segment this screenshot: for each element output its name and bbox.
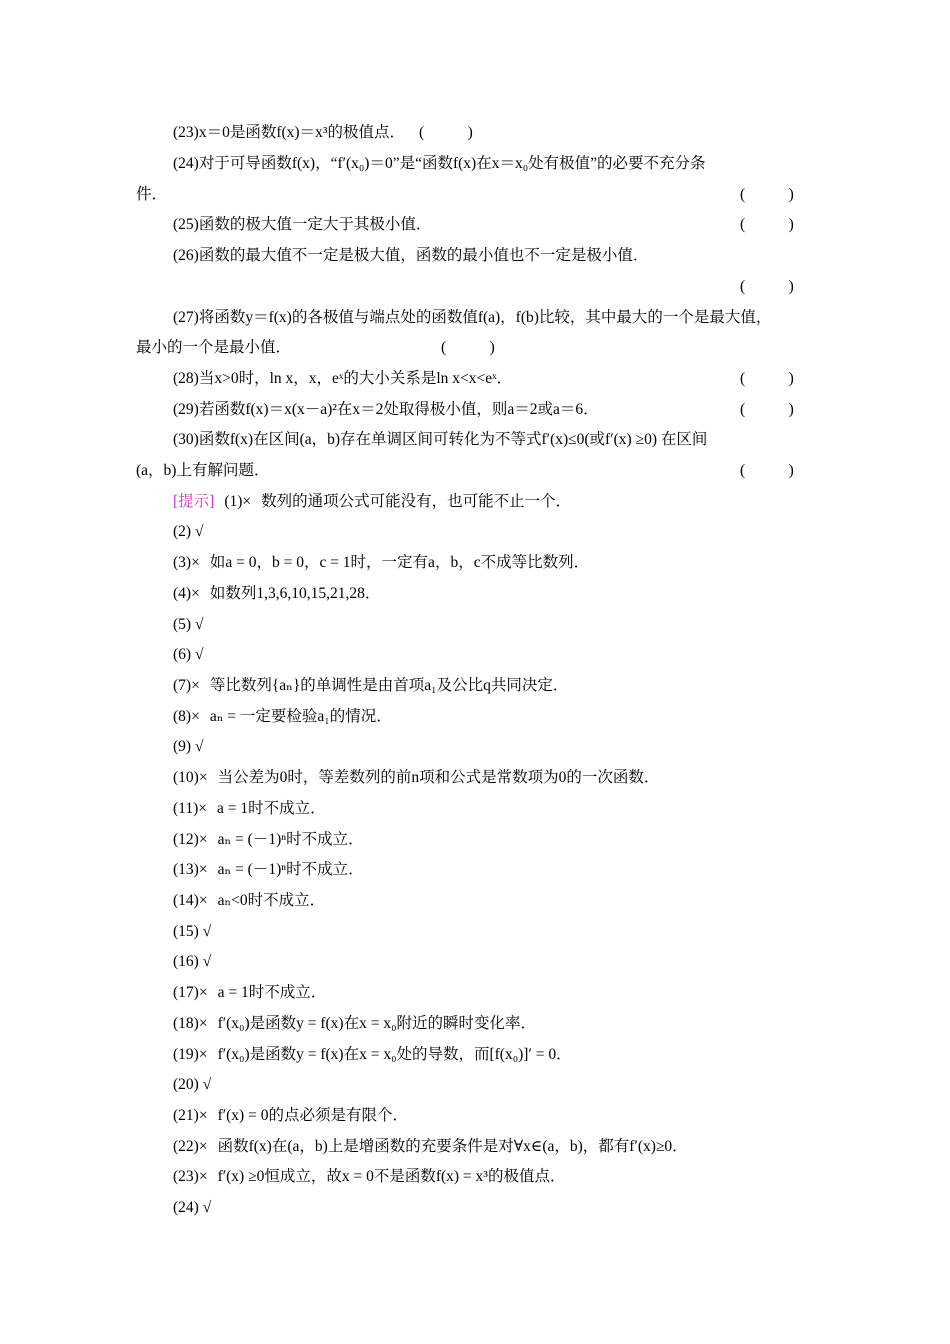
- answer-mark: ×: [191, 585, 200, 602]
- answer-explanation: aₙ = 一定要检验a₁的情况．: [209, 708, 392, 725]
- answer-mark: ×: [198, 1046, 208, 1063]
- answer-explanation: 函数f(x)在(a，b)上是增函数的充要条件是对∀x∈(a，b)，都有f′(x)≥0．: [217, 1138, 688, 1155]
- answer-explanation: f′(x₀)是函数y = f(x)在x = x₀处的导数，而[f(x₀)]′ = 0．: [217, 1046, 572, 1063]
- answer-number: (20): [173, 1076, 199, 1093]
- answer-13: [173, 858, 853, 882]
- answer-7: [173, 674, 853, 698]
- answer-number: (11): [173, 800, 199, 817]
- answer-14: [173, 889, 853, 913]
- answer-explanation: f′(x₀)是函数y = f(x)在x = x₀附近的瞬时变化率．: [217, 1015, 536, 1032]
- question-text: 函数的最大值不一定是极大值，函数的最小值也不一定是极小值．: [198, 247, 649, 264]
- answer-mark: ×: [198, 861, 208, 878]
- question-30: [173, 428, 853, 452]
- answer-bracket: ( ): [740, 278, 808, 295]
- question-number: (28): [173, 370, 199, 387]
- answer-mark: ×: [198, 1015, 208, 1032]
- answer-explanation: f′(x) ≥0恒成立，故x = 0不是函数f(x) = x³的极值点．: [217, 1168, 566, 1185]
- answer-8: [173, 705, 853, 729]
- answer-mark: ×: [191, 554, 200, 571]
- answer-bracket: ( ): [418, 124, 487, 141]
- answer-explanation: aₙ = (－1)ⁿ时不成立．: [217, 831, 364, 848]
- question-24: [173, 152, 853, 176]
- answer-number: (12): [173, 831, 199, 848]
- question-number: (27): [173, 309, 199, 326]
- answer-12: [173, 828, 853, 852]
- answer-explanation: aₙ = (－1)ⁿ时不成立．: [217, 861, 364, 878]
- answer-mark: √: [194, 738, 204, 755]
- answer-bracket: ( ): [740, 462, 808, 479]
- answer-number: (14): [173, 892, 199, 909]
- answer-number: (18): [173, 1015, 199, 1032]
- question-23: [173, 121, 853, 145]
- answer-bracket: ( ): [740, 370, 808, 387]
- question-text-cont: (a，b)上有解问题．: [136, 462, 270, 479]
- answer-bracket: ( ): [740, 216, 808, 233]
- answer-number: (23): [173, 1168, 199, 1185]
- answer-mark: √: [194, 616, 204, 633]
- answer-17: [173, 981, 853, 1005]
- answer-24: [173, 1196, 853, 1220]
- answer-mark: ×: [198, 800, 207, 817]
- answer-3: [173, 551, 853, 575]
- answer-number: (15): [173, 923, 199, 940]
- answer-18: [173, 1012, 853, 1036]
- answer-explanation: 当公差为0时，等差数列的前n项和公式是常数项为0的一次函数．: [217, 769, 660, 786]
- answer-mark: √: [202, 1076, 212, 1093]
- answer-22: [173, 1135, 853, 1159]
- answer-mark: ×: [191, 677, 200, 694]
- answer-number: (21): [173, 1107, 199, 1124]
- answer-11: [173, 797, 853, 821]
- answer-mark: √: [202, 953, 212, 970]
- question-number: (30): [173, 431, 199, 448]
- answer-mark: √: [202, 1199, 212, 1216]
- answer-mark: ×: [198, 984, 208, 1001]
- answer-explanation: 数列的通项公式可能没有，也可能不止一个．: [261, 493, 572, 510]
- answer-explanation: a = 1时不成立．: [217, 984, 327, 1001]
- answer-16: [173, 950, 853, 974]
- answer-bracket: ( ): [441, 339, 509, 356]
- answer-number: (7): [173, 677, 192, 694]
- answer-6: [173, 643, 853, 667]
- question-text: x＝0是函数f(x)＝x³的极值点．: [198, 124, 405, 141]
- answer-mark: ×: [198, 1107, 208, 1124]
- answer-mark: √: [194, 646, 204, 663]
- answer-number: (3): [173, 554, 192, 571]
- answer-mark: ×: [198, 831, 208, 848]
- question-number: (26): [173, 247, 199, 264]
- answer-number: (16): [173, 953, 199, 970]
- answer-number: (17): [173, 984, 199, 1001]
- answer-19: [173, 1043, 853, 1067]
- answer-number: (13): [173, 861, 199, 878]
- question-number: (25): [173, 216, 199, 233]
- answer-mark: ×: [242, 493, 252, 510]
- question-text-cont: 最小的一个是最小值．: [136, 339, 292, 356]
- question-24-continuation: [136, 183, 816, 207]
- answer-1: [173, 490, 853, 514]
- answer-number: (2): [173, 523, 192, 540]
- question-text: 将函数y＝f(x)的各极值与端点处的函数值f(a)，f(b)比较，其中最大的一个是最大值，: [198, 309, 772, 326]
- answer-23: [173, 1165, 853, 1189]
- question-30-continuation: [136, 459, 816, 483]
- answer-number: (5): [173, 616, 192, 633]
- answer-explanation: f′(x) = 0的点必须是有限个．: [217, 1107, 408, 1124]
- hint-label: [提示]: [173, 493, 215, 510]
- answer-10: [173, 766, 853, 790]
- answer-mark: ×: [198, 769, 208, 786]
- answer-mark: ×: [198, 1168, 208, 1185]
- question-text: 若函数f(x)＝x(x－a)²在x＝2处取得极小值，则a＝2或a＝6．: [198, 401, 599, 418]
- answer-bracket: ( ): [740, 401, 808, 418]
- answer-mark: √: [194, 523, 204, 540]
- answer-15: [173, 920, 853, 944]
- answer-number: (9): [173, 738, 192, 755]
- question-text: 函数的极大值一定大于其极小值．: [198, 216, 432, 233]
- answer-explanation: aₙ<0时不成立．: [217, 892, 326, 909]
- answer-number: (8): [173, 708, 192, 725]
- answer-20: [173, 1073, 853, 1097]
- question-text: 当x>0时，ln x，x，eˣ的大小关系是ln x<x<eˣ．: [198, 370, 513, 387]
- question-27-continuation: [136, 336, 816, 360]
- answer-number: (19): [173, 1046, 199, 1063]
- question-number: (23): [173, 124, 199, 141]
- answer-4: [173, 582, 853, 606]
- question-text: 函数f(x)在区间(a，b)存在单调区间可转化为不等式f′(x)≤0(或f′(x) ≥0) 在区间: [198, 431, 708, 448]
- answer-mark: ×: [191, 708, 200, 725]
- question-27: [173, 306, 853, 330]
- answer-number: (10): [173, 769, 199, 786]
- answer-2: [173, 520, 853, 544]
- answer-mark: ×: [198, 892, 208, 909]
- answer-mark: √: [202, 923, 212, 940]
- answer-5: [173, 613, 853, 637]
- question-number: (29): [173, 401, 199, 418]
- answer-mark: ×: [198, 1138, 208, 1155]
- answer-number: (24): [173, 1199, 199, 1216]
- answer-number: (1): [224, 493, 243, 510]
- answer-explanation: a = 1时不成立．: [217, 800, 326, 817]
- question-number: (24): [173, 155, 199, 172]
- question-text-cont: 件．: [136, 186, 168, 203]
- answer-bracket: ( ): [740, 186, 808, 203]
- answer-explanation: 等比数列{aₙ}的单调性是由首项a₁及公比q共同决定．: [209, 677, 569, 694]
- answer-number: (6): [173, 646, 192, 663]
- answer-number: (22): [173, 1138, 199, 1155]
- answer-21: [173, 1104, 853, 1128]
- answer-explanation: 如a = 0，b = 0，c = 1时，一定有a，b，c不成等比数列．: [209, 554, 590, 571]
- answer-number: (4): [173, 585, 192, 602]
- answer-9: [173, 735, 853, 759]
- question-text: 对于可导函数f(x)，“f′(x₀)＝0”是“函数f(x)在x＝x₀处有极值”的必要不充分条: [198, 155, 706, 172]
- answer-explanation: 如数列1,3,6,10,15,21,28．: [209, 585, 381, 602]
- question-26: [173, 244, 853, 268]
